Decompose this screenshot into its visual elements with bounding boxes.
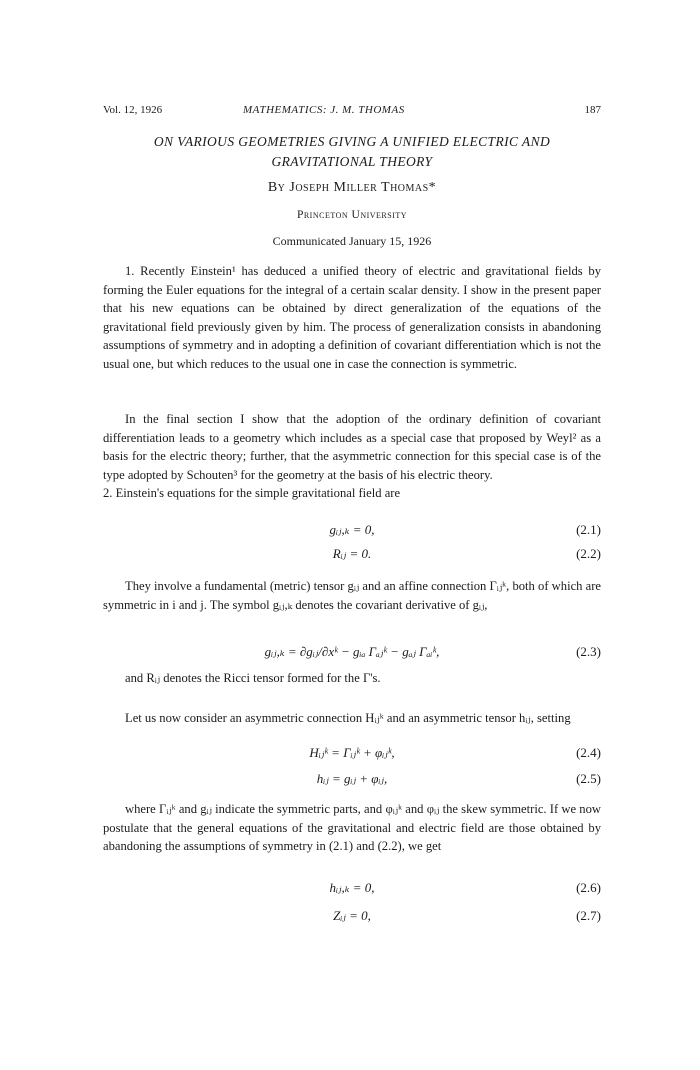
equation-number: (2.5) [576, 771, 601, 786]
equation-number: (2.2) [576, 546, 601, 561]
equation-number: (2.1) [576, 522, 601, 537]
equation-number: (2.3) [576, 644, 601, 659]
article-title: ON VARIOUS GEOMETRIES GIVING A UNIFIED ELECTRIC AND GRAVITATIONAL THEORY [153, 134, 551, 169]
equation-expression: gᵢⱼ,ₖ = ∂gᵢⱼ/∂xᵏ − gᵢₐ Γₐⱼᵏ − gₐⱼ Γₐᵢᵏ, [264, 644, 440, 659]
author-line: By Joseph Miller Thomas* [267, 180, 437, 195]
paragraph-section-2-lead: 2. Einstein's equations for the simple gravitational field are [103, 486, 401, 500]
equation-2-1 [103, 522, 601, 542]
equation-expression: hᵢⱼ,ₖ = 0, [329, 880, 375, 895]
equation-2-4 [103, 745, 601, 765]
page-number: 187 [584, 104, 601, 116]
equation-number: (2.4) [576, 745, 601, 760]
paragraph-postulate: where Γᵢⱼᵏ and gᵢⱼ indicate the symmetric parts, and φᵢⱼᵏ and φᵢⱼ the skew symmetric. If we now postulate that the general equations of the gravitational and electric field are those obtained by abandoning the assumptions of symmetry in (2.1) and (2.2), we get [103, 802, 601, 853]
paragraph-final-section [103, 410, 601, 503]
equation-expression: Rᵢⱼ = 0. [332, 546, 372, 561]
equation-expression: gᵢⱼ,ₖ = 0, [329, 522, 375, 537]
paragraph-asymmetric: Let us now consider an asymmetric connection Hᵢⱼᵏ and an asymmetric tensor hᵢⱼ, setting [125, 711, 571, 725]
equation-expression: Hᵢⱼᵏ = Γᵢⱼᵏ + φᵢⱼᵏ, [309, 745, 395, 760]
equation-2-5 [103, 771, 601, 791]
equation-2-7 [103, 908, 601, 928]
running-head [103, 104, 601, 118]
equation-number: (2.6) [576, 880, 601, 895]
equation-expression: hᵢⱼ = gᵢⱼ + φᵢⱼ, [316, 771, 388, 786]
paragraph-final-section-text: In the final section I show that the adoption of the ordinary definition of covariant differentiation leads to a geometry which includes as a special case that proposed by Weyl² as a basis for the electric theory; further, that the asymmetric connection for this special case is of the type adopted by Schouten³ for the geometry at the basis of his electric theory. [103, 412, 601, 482]
equation-2-6 [103, 880, 601, 900]
section-author-head: MATHEMATICS: J. M. THOMAS [243, 104, 405, 116]
equation-2-2 [103, 546, 601, 566]
paragraph-tensors: They involve a fundamental (metric) tensor gᵢⱼ and an affine connection Γᵢⱼᵏ, both of which are symmetric in i and j. The symbol gᵢⱼ,ₖ denotes the covariant derivative of gᵢⱼ, [103, 579, 601, 612]
affiliation: Princeton University [296, 209, 408, 221]
paragraph-ricci: and Rᵢⱼ denotes the Ricci tensor formed for the Γ's. [125, 671, 381, 685]
equation-2-3 [103, 644, 601, 664]
communicated-date: Communicated January 15, 1926 [272, 234, 432, 248]
paragraph-intro: 1. Recently Einstein¹ has deduced a unified theory of electric and gravitational fields by forming the Euler equations for the integral of a certain scalar density. I show in the present paper that his new equations can be obtained by direct generalization of the equations of the gravitational field previously given by him. The process of generalization consists in abandoning assumptions of symmetry and in adopting a definition of covariant differentiation which is not the usual one, but which reduces to the usual one in case the connection is symmetric. [103, 264, 601, 371]
equation-expression: Zᵢⱼ = 0, [333, 908, 371, 923]
equation-number: (2.7) [576, 908, 601, 923]
volume-year: Vol. 12, 1926 [103, 104, 163, 116]
